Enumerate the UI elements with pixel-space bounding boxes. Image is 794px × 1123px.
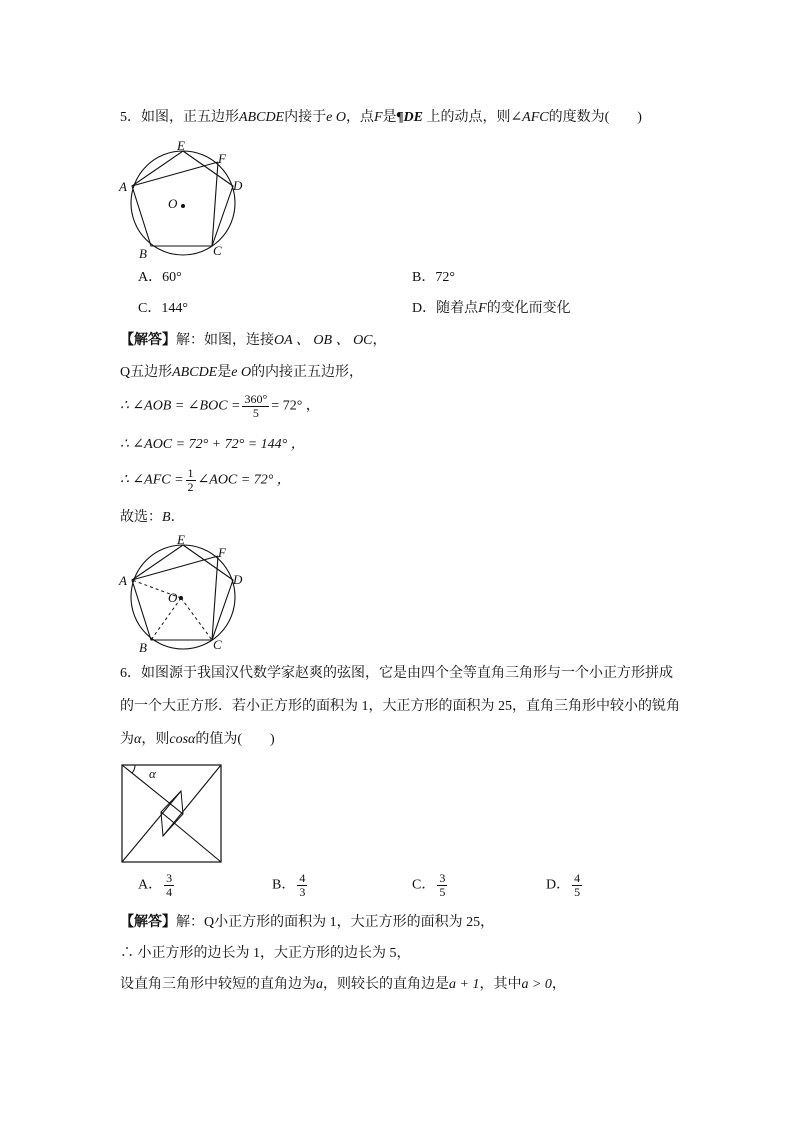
- q5-option-d[interactable]: [412, 299, 571, 319]
- label-e: E: [177, 532, 185, 547]
- q5-stem-text: ，点: [345, 110, 374, 125]
- solution-var: a > 0: [521, 977, 552, 992]
- solution-expr: ∠AOC = 72° ，: [197, 472, 291, 488]
- stem-expr: cosα: [169, 732, 196, 747]
- fraction-denominator: 5: [574, 885, 581, 899]
- triangle-hypotenuse-3: [161, 812, 221, 862]
- option-fraction: [164, 872, 174, 899]
- q6-solution-line-2: ∴ 小正方形的边长为 1，大正方形的边长为 5，: [120, 946, 411, 961]
- label-f: F: [218, 151, 226, 166]
- fraction-denominator: 3: [299, 885, 306, 899]
- label-o: O: [168, 196, 178, 211]
- solution-text: ，则较长的直角边是: [323, 977, 449, 992]
- solution-expr: ∴ ∠AOB = ∠BOC =: [120, 398, 241, 414]
- option-letter: B．: [272, 877, 296, 893]
- q6-option-a[interactable]: [138, 872, 176, 899]
- q5-option-b[interactable]: B．72°: [412, 270, 455, 285]
- q5-solution-line-3: [120, 393, 320, 420]
- option-letter: C．: [412, 877, 436, 893]
- q5-solution-figure: [115, 532, 255, 660]
- q6-zhao-shuang-figure: [121, 764, 223, 864]
- solution-tag: 【解答】: [120, 333, 176, 348]
- solution-expr: = 72° ，: [271, 398, 320, 414]
- fraction-numerator: 4: [299, 871, 306, 885]
- solution-text: ，: [372, 333, 387, 348]
- option-letter: A．: [138, 877, 163, 893]
- solution-text: 设直角三角形中较短的直角边为: [120, 977, 316, 992]
- fraction-360-over-5: [242, 393, 269, 420]
- q5-var: e O: [326, 110, 346, 125]
- label-o: O: [168, 590, 178, 605]
- fraction-denominator: 5: [252, 406, 259, 420]
- center-dot: [181, 204, 185, 208]
- q5-solution-line-4: [120, 435, 305, 455]
- label-b: B: [139, 246, 147, 261]
- because-symbol: Q: [120, 365, 131, 380]
- solution-text: 小正方形的面积为 1，大正方形的面积为 25，: [214, 915, 495, 930]
- q5-solution-line-6: [120, 508, 185, 528]
- q5-stem-text: 内接于: [284, 110, 327, 125]
- solution-text: 的内接正五边形，: [251, 365, 364, 380]
- because-symbol: Q: [204, 915, 215, 930]
- label-c: C: [213, 637, 222, 652]
- option-var: F: [478, 301, 487, 316]
- solution-tag: 【解答】: [120, 915, 176, 930]
- q5-var: F: [373, 110, 383, 125]
- label-b: B: [139, 640, 147, 655]
- q5-stem: [120, 108, 642, 128]
- q5-option-c[interactable]: C．144°: [138, 301, 188, 316]
- q6-solution-line-3: [120, 975, 566, 995]
- circle-o: [131, 545, 235, 649]
- solution-text: 解：如图，连接: [176, 333, 274, 348]
- label-c: C: [213, 243, 222, 258]
- q5-solution-line-5: [120, 467, 291, 494]
- solution-text: ，: [551, 977, 566, 992]
- segment-oc: [181, 598, 212, 640]
- inner-square: [161, 791, 183, 836]
- fraction-numerator: 360°: [244, 392, 268, 406]
- stem-text: ，则: [141, 732, 170, 747]
- q6-option-c[interactable]: [412, 872, 449, 899]
- fraction-denominator: 2: [187, 480, 194, 494]
- solution-expr: ∴ ∠AFC =: [120, 472, 184, 488]
- fraction-denominator: 5: [439, 885, 446, 899]
- outer-square: [122, 765, 221, 862]
- fraction-1-over-2: [186, 467, 196, 494]
- center-dot: [179, 596, 183, 600]
- solution-var: B: [162, 510, 171, 525]
- q5-stem-text: 是: [382, 110, 397, 125]
- segment-af: [132, 556, 218, 580]
- q5-solution-line-2: [120, 363, 363, 383]
- fraction-numerator: 3: [166, 871, 173, 885]
- fraction-numerator: 1: [187, 466, 194, 480]
- solution-var: e O: [231, 365, 252, 380]
- solution-var: ABCDE: [172, 365, 218, 380]
- label-f: F: [218, 545, 226, 560]
- solution-text: ，其中: [479, 977, 522, 992]
- option-text: D．随着点: [412, 301, 479, 316]
- q5-solution-line-1: [120, 331, 387, 351]
- option-text: 的变化而变化: [486, 301, 571, 316]
- segment-fc: [212, 556, 218, 640]
- q5-stem-text: 上的动点，则: [422, 110, 511, 125]
- q5-option-a[interactable]: A．60°: [138, 270, 182, 285]
- label-d: D: [233, 572, 243, 587]
- option-fraction: [572, 872, 582, 899]
- label-a: A: [119, 179, 127, 194]
- q6-solution-line-1: [120, 913, 494, 933]
- solution-text: ．: [170, 510, 185, 525]
- q6-stem-line-1: 6．如图源于我国汉代数学家赵爽的弦图，它是由四个全等直角三角形与一个小正方形拼成: [120, 666, 673, 681]
- q6-option-d[interactable]: [546, 872, 584, 899]
- option-fraction: [437, 872, 447, 899]
- option-fraction: [297, 872, 307, 899]
- option-letter: D．: [546, 877, 571, 893]
- q6-stem-line-3: [120, 730, 275, 750]
- solution-var: OA 、 OB 、 OC: [274, 333, 373, 348]
- solution-text: 五边形: [130, 365, 173, 380]
- q5-stem-text: 5．如图，正五边形: [120, 110, 239, 125]
- label-e: E: [177, 138, 185, 153]
- solution-var: a + 1: [449, 977, 480, 992]
- label-a: A: [119, 573, 127, 588]
- circle-o: [131, 151, 235, 255]
- stem-text: 的值为( ): [195, 732, 275, 747]
- fraction-denominator: 4: [166, 885, 173, 899]
- fraction-numerator: 4: [574, 871, 581, 885]
- label-d: D: [233, 178, 243, 193]
- stem-text: 为: [120, 732, 134, 747]
- q5-var: ∠AFC: [510, 110, 549, 125]
- solution-text: 是: [217, 365, 232, 380]
- solution-expr: ∴ ∠AOC = 72° + 72° = 144° ，: [120, 437, 305, 452]
- q6-stem-line-2: 的一个大正方形．若小正方形的面积为 1，大正方形的面积为 25，直角三角形中较小的锐角: [120, 699, 680, 714]
- fraction-numerator: 3: [439, 871, 446, 885]
- solution-var: a: [316, 977, 323, 992]
- q5-arc-symbol: ¶DE: [396, 110, 423, 125]
- segment-fc: [212, 162, 218, 246]
- q5-var: ABCDE: [239, 110, 285, 125]
- q5-stem-text: 的度数为( ): [548, 110, 642, 125]
- segment-af: [132, 162, 218, 186]
- solution-text: 解：: [176, 915, 204, 930]
- q5-pentagon-figure: [115, 138, 255, 266]
- alpha-arc: [132, 765, 135, 773]
- q6-option-b[interactable]: [272, 872, 309, 899]
- solution-text: 故选：: [120, 510, 162, 525]
- stem-var: α: [134, 732, 142, 747]
- label-alpha: α: [149, 766, 156, 781]
